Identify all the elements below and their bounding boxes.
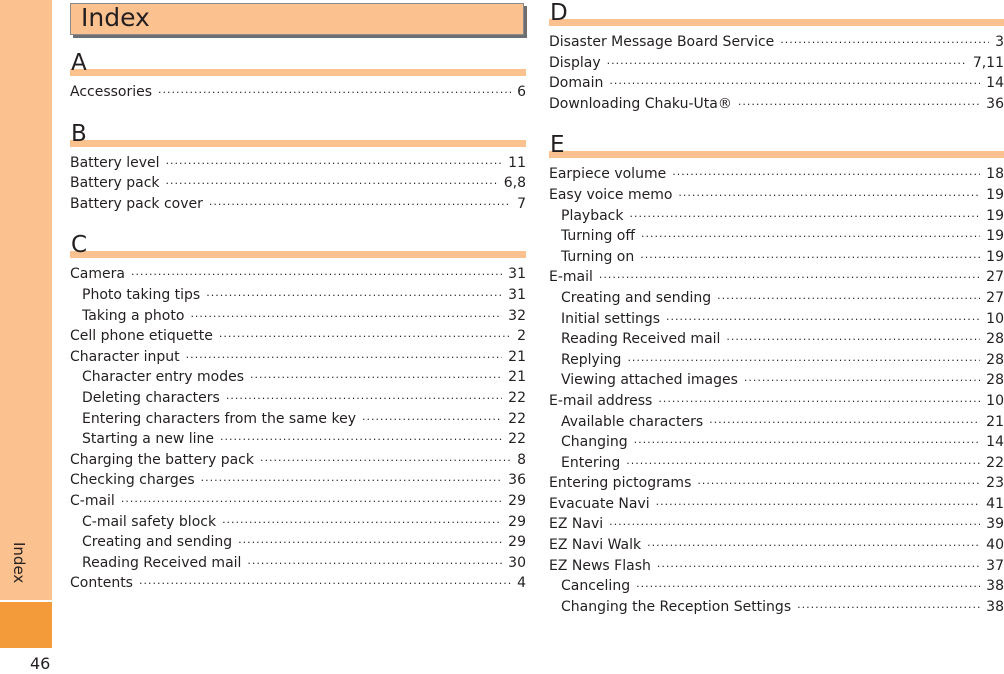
dot-leader: [641, 230, 980, 243]
index-section-b: [70, 121, 526, 217]
index-entry[interactable]: [70, 349, 526, 370]
index-entry[interactable]: [549, 393, 1004, 414]
dot-leader: [206, 289, 502, 302]
index-subentry[interactable]: [70, 431, 526, 452]
index-entry[interactable]: [70, 175, 526, 196]
side-tab-accent: [0, 602, 52, 648]
entry-term: Taking a photo: [82, 307, 185, 324]
entry-term: Character input: [70, 348, 180, 365]
dot-leader: [260, 454, 511, 467]
entry-term: Starting a new line: [82, 431, 214, 448]
entry-page-number: 10: [986, 310, 1004, 327]
entry-page-number: 38: [986, 578, 1004, 595]
dot-leader: [121, 495, 502, 508]
dot-leader: [139, 577, 511, 590]
entry-page-number: 22: [986, 454, 1004, 471]
index-entry[interactable]: [549, 55, 1004, 76]
entry-term: EZ Navi: [549, 516, 604, 533]
dot-leader: [209, 198, 511, 211]
index-subentry[interactable]: [549, 352, 1004, 373]
index-subentry[interactable]: [70, 287, 526, 308]
index-subentry[interactable]: [70, 514, 526, 535]
index-subentry[interactable]: [549, 599, 1004, 620]
dot-leader: [717, 292, 980, 305]
entry-page-number: 7: [517, 195, 526, 212]
entry-page-number: 6,8: [503, 175, 526, 192]
entry-page-number: 28: [986, 351, 1004, 368]
entry-page-number: 6: [517, 84, 526, 100]
entry-term: EZ News Flash: [549, 557, 651, 574]
dot-leader: [609, 518, 980, 531]
index-entry[interactable]: [549, 96, 1004, 117]
index-entry[interactable]: [549, 269, 1004, 290]
index-entry[interactable]: [549, 34, 1004, 55]
index-entry[interactable]: [549, 166, 1004, 187]
dot-leader: [626, 457, 980, 470]
entry-term: Checking charges: [70, 472, 195, 489]
dot-leader: [627, 354, 980, 367]
index-subentry[interactable]: [70, 369, 526, 390]
dot-leader: [666, 313, 980, 326]
dot-leader: [744, 374, 980, 387]
dot-leader: [634, 436, 981, 449]
page-number: 46: [30, 654, 51, 673]
entry-page-number: 31: [508, 286, 526, 303]
entry-term: Canceling: [561, 578, 631, 595]
entry-term: Accessories: [70, 84, 153, 100]
entry-page-number: 18: [986, 166, 1004, 183]
entry-list: [70, 84, 526, 105]
index-entry[interactable]: [549, 187, 1004, 208]
dot-leader: [201, 474, 503, 487]
entry-term: C-mail safety block: [82, 513, 217, 530]
section-letter: B: [71, 120, 87, 147]
index-entry[interactable]: [70, 155, 526, 176]
entry-page-number: 29: [508, 534, 526, 551]
entry-page-number: 11: [508, 154, 526, 171]
index-subentry[interactable]: [549, 578, 1004, 599]
index-entry[interactable]: [70, 196, 526, 217]
index-entry[interactable]: [70, 575, 526, 596]
entry-term: Disaster Message Board Service: [549, 34, 775, 50]
entry-list: [549, 166, 1004, 619]
index-section-e: [549, 132, 1004, 619]
dot-leader: [226, 392, 502, 405]
entry-term: Changing the Reception Settings: [561, 598, 792, 615]
index-entry[interactable]: [70, 266, 526, 287]
index-entry[interactable]: [70, 452, 526, 473]
entry-term: Changing: [561, 434, 628, 451]
entry-page-number: 10: [986, 392, 1004, 409]
index-subentry[interactable]: [70, 308, 526, 329]
entry-term: Entering pictograms: [549, 475, 692, 492]
entry-term: Replying: [561, 351, 622, 368]
dot-leader: [607, 57, 967, 70]
entry-page-number: 28: [986, 331, 1004, 348]
dot-leader: [726, 333, 980, 346]
entry-term: Character entry modes: [82, 369, 245, 386]
index-entry[interactable]: [70, 84, 526, 105]
dot-leader: [629, 210, 980, 223]
entry-term: Domain: [549, 75, 604, 92]
entry-term: Reading Received mail: [82, 554, 242, 571]
entry-term: Cell phone etiquette: [70, 328, 213, 345]
index-subentry[interactable]: [70, 411, 526, 432]
dot-leader: [738, 98, 980, 111]
entry-page-number: 21: [508, 348, 526, 365]
index-subentry[interactable]: [549, 434, 1004, 455]
entry-page-number: 37: [986, 557, 1004, 574]
dot-leader: [709, 416, 980, 429]
index-subentry[interactable]: [70, 555, 526, 576]
index-entry[interactable]: [70, 328, 526, 349]
entry-term: Entering characters from the same key: [82, 410, 356, 427]
index-section-d: [549, 0, 1004, 116]
entry-term: Playback: [561, 207, 624, 224]
entry-term: Creating and sending: [82, 534, 233, 551]
dot-leader: [678, 189, 980, 202]
index-header: [70, 3, 524, 35]
entry-term: Entering: [561, 454, 621, 471]
entry-term: Turning off: [561, 228, 635, 245]
entry-page-number: 31: [508, 266, 526, 283]
entry-page-number: 28: [986, 372, 1004, 389]
entry-page-number: 32: [508, 307, 526, 324]
index-subentry[interactable]: [70, 390, 526, 411]
entry-page-number: 22: [508, 389, 526, 406]
entry-page-number: 38: [986, 598, 1004, 615]
dot-leader: [797, 601, 980, 614]
entry-page-number: 27: [986, 269, 1004, 286]
entry-page-number: 39: [986, 516, 1004, 533]
dot-leader: [697, 477, 980, 490]
left-column: [70, 50, 526, 596]
index-subentry[interactable]: [70, 534, 526, 555]
entry-page-number: 29: [508, 513, 526, 530]
entry-page-number: 36: [986, 95, 1004, 112]
entry-term: Battery pack: [70, 175, 160, 192]
entry-term: Available characters: [561, 413, 704, 430]
dot-leader: [599, 271, 980, 284]
dot-leader: [131, 268, 502, 281]
index-section-a: [70, 50, 526, 105]
index-subentry[interactable]: [549, 455, 1004, 476]
dot-leader: [186, 351, 503, 364]
index-entry[interactable]: [549, 537, 1004, 558]
index-subentry[interactable]: [549, 372, 1004, 393]
entry-page-number: 2: [517, 328, 526, 345]
dot-leader: [362, 413, 502, 426]
dot-leader: [647, 539, 980, 552]
entry-term: Evacuate Navi: [549, 495, 650, 512]
index-subentry[interactable]: [549, 331, 1004, 352]
entry-page-number: 40: [986, 537, 1004, 554]
side-tab: [0, 0, 52, 600]
entry-page-number: 21: [508, 369, 526, 386]
index-entry[interactable]: [70, 472, 526, 493]
index-entry[interactable]: [549, 75, 1004, 96]
entry-page-number: 7,11: [972, 54, 1004, 71]
index-entry[interactable]: [70, 493, 526, 514]
entry-term: Deleting characters: [82, 389, 220, 406]
index-subentry[interactable]: [549, 290, 1004, 311]
entry-page-number: 4: [517, 575, 526, 592]
section-letter: A: [71, 50, 87, 76]
entry-list: [70, 155, 526, 217]
entry-page-number: 14: [986, 75, 1004, 92]
entry-page-number: 3: [995, 34, 1004, 50]
entry-term: EZ Navi Walk: [549, 537, 642, 554]
entry-page-number: 19: [986, 228, 1004, 245]
entry-page-number: 27: [986, 289, 1004, 306]
dot-leader: [656, 498, 981, 511]
dot-leader: [609, 77, 980, 90]
entry-page-number: 30: [508, 554, 526, 571]
entry-term: Display: [549, 54, 601, 71]
entry-term: E-mail address: [549, 392, 653, 409]
dot-leader: [672, 168, 980, 181]
entry-page-number: 41: [986, 495, 1004, 512]
entry-page-number: 14: [986, 434, 1004, 451]
entry-term: Contents: [70, 575, 133, 592]
index-entry[interactable]: [549, 516, 1004, 537]
entry-page-number: 8: [517, 451, 526, 468]
dot-leader: [166, 177, 498, 190]
entry-term: Initial settings: [561, 310, 661, 327]
entry-list: [70, 266, 526, 596]
dot-leader: [640, 251, 980, 264]
side-tab-label: Index: [10, 542, 28, 584]
entry-list: [549, 34, 1004, 116]
index-subentry[interactable]: [549, 414, 1004, 435]
entry-term: Photo taking tips: [82, 286, 201, 303]
index-subentry[interactable]: [549, 228, 1004, 249]
section-letter: C: [71, 232, 88, 259]
index-section-c: [70, 232, 526, 596]
entry-term: Camera: [70, 266, 125, 283]
dot-leader: [158, 86, 511, 99]
entry-page-number: 19: [986, 248, 1004, 265]
entry-term: Battery level: [70, 154, 160, 171]
section-letter: E: [550, 132, 565, 159]
entry-term: Easy voice memo: [549, 186, 673, 203]
dot-leader: [658, 395, 980, 408]
entry-term: Downloading Chaku-Uta®: [549, 95, 732, 112]
index-subentry[interactable]: [549, 311, 1004, 332]
dot-leader: [657, 560, 980, 573]
entry-term: Turning on: [561, 248, 635, 265]
index-entry[interactable]: [549, 558, 1004, 579]
dot-leader: [780, 36, 989, 49]
entry-term: E-mail: [549, 269, 593, 286]
entry-page-number: 36: [508, 472, 526, 489]
index-subentry[interactable]: [549, 208, 1004, 229]
right-column: [549, 0, 1004, 619]
entry-term: Charging the battery pack: [70, 451, 254, 468]
entry-page-number: 23: [986, 475, 1004, 492]
entry-page-number: 29: [508, 492, 526, 509]
entry-term: Viewing attached images: [561, 372, 738, 389]
dot-leader: [247, 557, 502, 570]
entry-term: Creating and sending: [561, 289, 712, 306]
index-header-title: Index: [81, 3, 150, 32]
entry-term: Battery pack cover: [70, 195, 203, 212]
section-letter: D: [550, 0, 568, 26]
dot-leader: [220, 433, 502, 446]
entry-term: C-mail: [70, 492, 115, 509]
dot-leader: [190, 310, 502, 323]
dot-leader: [250, 371, 502, 384]
entry-term: Reading Received mail: [561, 331, 721, 348]
index-subentry[interactable]: [549, 249, 1004, 270]
dot-leader: [636, 580, 980, 593]
entry-page-number: 22: [508, 410, 526, 427]
index-entry[interactable]: [549, 496, 1004, 517]
entry-page-number: 21: [986, 413, 1004, 430]
entry-page-number: 19: [986, 207, 1004, 224]
entry-page-number: 22: [508, 431, 526, 448]
entry-term: Earpiece volume: [549, 166, 667, 183]
dot-leader: [219, 330, 511, 343]
dot-leader: [222, 516, 502, 529]
dot-leader: [238, 536, 502, 549]
entry-page-number: 19: [986, 186, 1004, 203]
index-entry[interactable]: [549, 475, 1004, 496]
dot-leader: [166, 157, 503, 170]
